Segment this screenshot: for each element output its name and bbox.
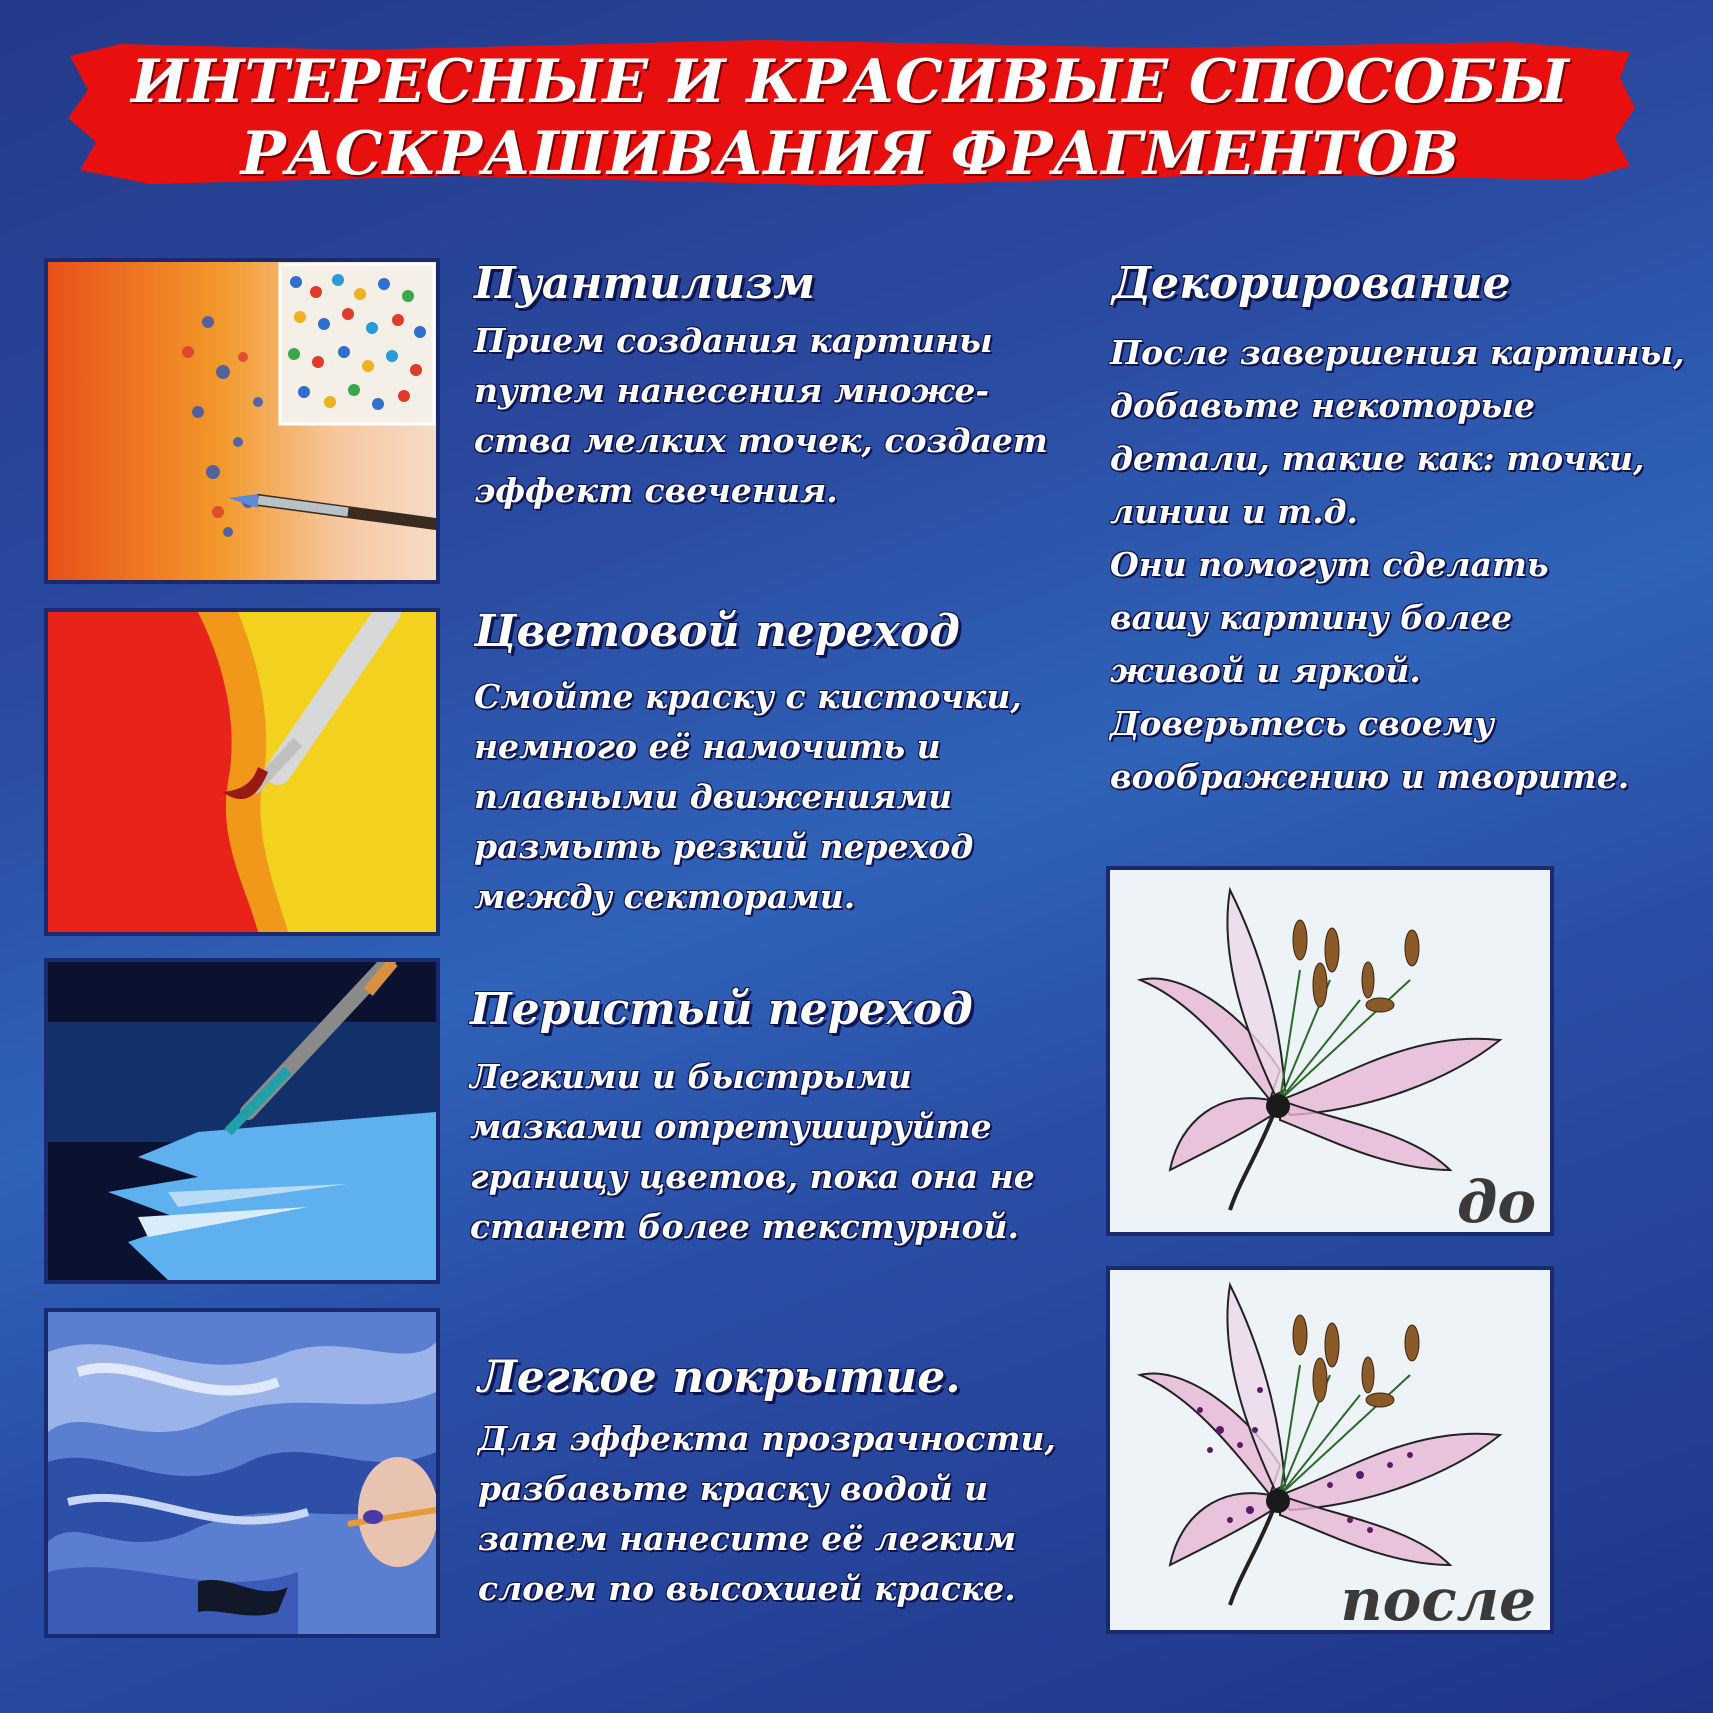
feathered-transition-description: [470, 1052, 1035, 1252]
text-line: границу цветов, пока она не: [470, 1157, 1035, 1196]
text-line: Доверьтесь своему: [1110, 704, 1495, 743]
light-coating-description: [478, 1414, 1056, 1614]
text-line: добавьте некоторые: [1110, 386, 1535, 425]
page-title: [60, 46, 1640, 190]
text-line: Они помогут сделать: [1110, 545, 1549, 584]
text-line: мазками отретушируйте: [470, 1107, 992, 1146]
text-line: Смойте краску с кисточки,: [474, 677, 1022, 716]
decorating-description: [1110, 326, 1685, 803]
feathered-transition-title: Перистый переход: [470, 984, 973, 1035]
color-transition-description: [474, 672, 1022, 922]
pointillism-title: Пуантилизм: [474, 258, 816, 309]
text-line: слоем по высохшей краске.: [478, 1569, 1016, 1608]
text-line: станет более текстурной.: [470, 1207, 1019, 1246]
text-line: Прием создания картины: [474, 321, 993, 360]
feathered-transition-image: [44, 958, 440, 1284]
header-banner: [60, 38, 1640, 188]
text-line: путем нанесения множе-: [474, 371, 990, 410]
title-line-1: ИНТЕРЕСНЫЕ И КРАСИВЫЕ СПОСОБЫ: [131, 47, 1569, 117]
text-line: плавными движениями: [474, 777, 953, 816]
text-line: живой и яркой.: [1110, 651, 1421, 690]
text-line: детали, такие как: точки,: [1110, 439, 1645, 478]
text-line: разбавьте краску водой и: [478, 1469, 989, 1508]
color-transition-image: [44, 608, 440, 936]
text-line: воображению и творите.: [1110, 757, 1630, 796]
text-line: немного её намочить и: [474, 727, 941, 766]
text-line: ства мелких точек, создает: [474, 421, 1048, 460]
text-line: затем нанесите её легким: [478, 1519, 1017, 1558]
text-line: эффект свечения.: [474, 471, 838, 510]
text-line: размыть резкий переход: [474, 827, 974, 866]
title-line-2: РАСКРАШИВАНИЯ ФРАГМЕНТОВ: [240, 119, 1460, 189]
text-line: Для эффекта прозрачности,: [478, 1419, 1056, 1458]
lily-after-image: [1106, 1266, 1554, 1634]
light-coating-image: [44, 1308, 440, 1638]
pointillism-image: [44, 258, 440, 584]
after-label: после: [1340, 1566, 1536, 1634]
text-line: линии и т.д.: [1110, 492, 1358, 531]
text-line: Легкими и быстрыми: [470, 1057, 912, 1096]
text-line: вашу картину более: [1110, 598, 1513, 637]
lily-before-image: [1106, 866, 1554, 1236]
before-label: до: [1456, 1168, 1536, 1236]
text-line: После завершения картины,: [1110, 333, 1685, 372]
pointillism-description: [474, 316, 1048, 516]
light-coating-title: Легкое покрытие.: [478, 1352, 961, 1403]
decorating-title: Декорирование: [1112, 258, 1511, 309]
color-transition-title: Цветовой переход: [474, 606, 960, 657]
text-line: между секторами.: [474, 877, 856, 916]
